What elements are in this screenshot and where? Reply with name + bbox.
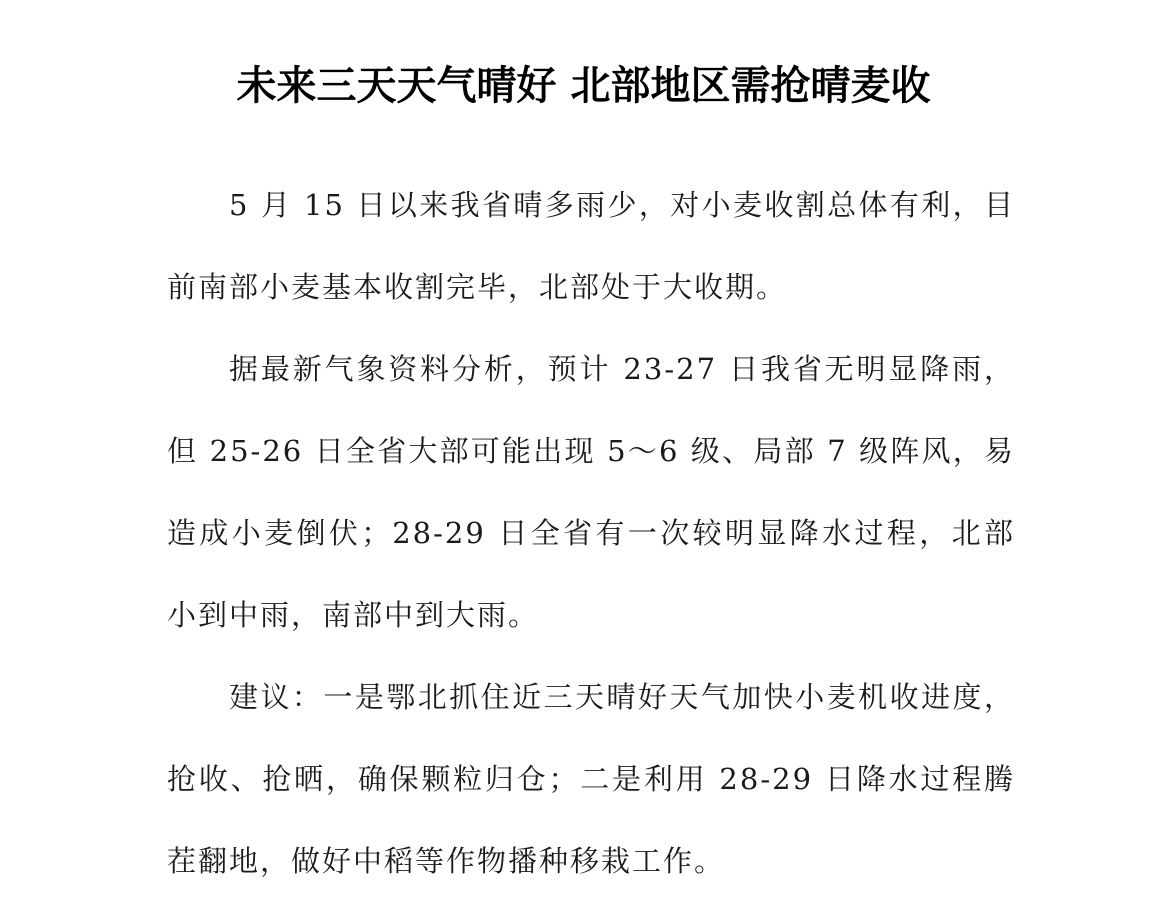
paragraph-suggestions: 建议：一是鄂北抓住近三天晴好天气加快小麦机收进度，抢收、抢晒，确保颗粒归仓；二是利用 28-29 日降水过程腾茬翻地，做好中稻等作物播种移栽工作。 (167, 680, 1015, 878)
paragraph-forecast: 据最新气象资料分析，预计 23-27 日我省无明显降雨，但 25-26 日全省大部可能出现 5～6 级、局部 7 级阵风，易造成小麦倒伏；28-29 日全省有一次较明显降水过程，北部小到中雨，南部中到大雨。 (167, 352, 1015, 632)
document-body (167, 164, 1015, 902)
document-title: 未来三天天气晴好 北部地区需抢晴麦收 (236, 63, 931, 109)
paragraph-sales-status: 5 月 15 日以来我省晴多雨少，对小麦收割总体有利，目前南部小麦基本收割完毕，北部处于大收期。 (167, 188, 1015, 304)
